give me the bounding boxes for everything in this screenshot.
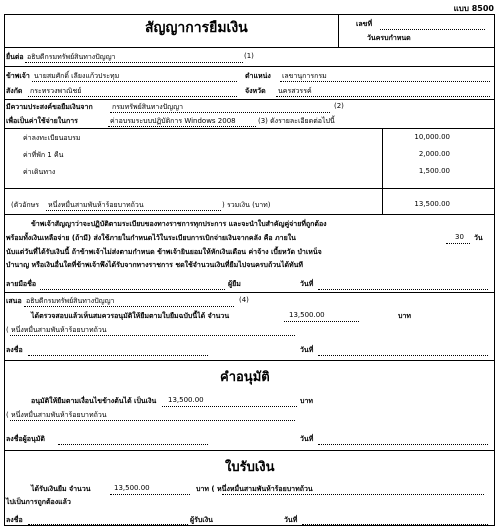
checked-words: ( หนึ่งหมื่นสามพันห้าร้อยบาทถ้วน: [6, 326, 107, 334]
item-label-1: ค่าลงทะเบียนอบรม: [23, 134, 81, 142]
propose-field[interactable]: [24, 306, 234, 307]
agreement-line-1: ข้าพเจ้าสัญญาว่าจะปฏิบัติตามระเบียบของทางราชการทุกประการ และจะนำใบสำคัญคู่จ่ายที่ถูกต้อง: [31, 220, 327, 228]
total-words-suffix: ) รวมเงิน (บาท): [222, 201, 271, 209]
receipt-words-field[interactable]: [222, 494, 484, 495]
borrower-date-field[interactable]: [318, 289, 488, 290]
marker-2: (2): [334, 102, 344, 110]
use-detail: (3) ดังรายละเอียดต่อไปนี้: [258, 117, 335, 125]
doc-no-label: เลขที่: [356, 20, 373, 28]
approve-baht: บาท: [300, 397, 313, 405]
header-divider: [338, 14, 339, 47]
dept-label: สังกัด: [6, 87, 23, 95]
me-field[interactable]: [32, 81, 237, 82]
agreement-line-2: พร้อมทั้งเงินเหลือจ่าย (ถ้ามี) ส่งใช้ภายในกำหนดไว้ในระเบียบการเบิกจ่ายเงินจากคลัง คือ ภายใน: [6, 234, 296, 242]
checked-words-field[interactable]: [10, 335, 295, 336]
name-value: อธิบดีกรมทรัพย์สินทางปัญญา: [27, 53, 116, 61]
approve-words-field[interactable]: [10, 420, 295, 421]
borrower-sign-label: ลายมือชื่อ: [6, 280, 37, 288]
item-label-2: ค่าที่พัก 1 คืน: [23, 151, 64, 159]
borrower-section-line: [4, 292, 495, 293]
position-value: เลขานุการกรม: [282, 72, 327, 80]
name-label: ยื่นต่อ: [6, 53, 24, 61]
form-code: แบบ 8500: [453, 4, 494, 13]
receipt-title: ใบรับเงิน: [225, 460, 275, 475]
item-amount-2: 2,000.00: [418, 150, 450, 158]
use-field[interactable]: [108, 126, 256, 127]
approval-section-line: [4, 450, 495, 451]
receiver-sign-label: ลงชื่อ: [6, 516, 23, 524]
total-words-field[interactable]: [46, 210, 221, 211]
days-unit: วัน: [474, 234, 483, 242]
borrower-label: ผู้ยืม: [228, 280, 241, 288]
checked-text: ได้ตรวจสอบแล้วเห็นสมควรอนุมัติให้ยืมตามใบยืมฉบับนี้ได้ จำนวน: [31, 312, 230, 320]
receiver-label: ผู้รับเงิน: [190, 516, 213, 524]
agreement-line-4: บำนาญ หรือเงินอื่นใดที่ข้าพเจ้าพึงได้รับจากทางราชการ ชดใช้จำนวนเงินที่ยืมไปจนครบถ้วนได้ทันที: [6, 261, 304, 269]
position-field[interactable]: [280, 81, 490, 82]
row-line-3: [4, 128, 495, 129]
agreement-line-3: นับแต่วันที่ได้รับเงินนี้ ถ้าข้าพเจ้าไม่ส่งตามกำหนด ข้าพเจ้ายินยอมให้หักเงินเดือน ค่าจ้าง เบี้ยหวัด บำเหน็จ: [6, 248, 322, 256]
use-value: ค่าอบรมระบบปฏิบัติการ Windows 2008: [110, 117, 236, 125]
days-field[interactable]: [446, 243, 470, 244]
marker-4: (4): [239, 296, 249, 304]
due-date-label: วันครบกำหนด: [367, 34, 411, 42]
checked-amount: 13,500.00: [289, 311, 325, 319]
checker-date-label: วันที่: [300, 346, 314, 354]
use-label: เพื่อเป็นค่าใช้จ่ายในการ: [6, 117, 78, 125]
total-amount: 13,500.00: [414, 200, 450, 208]
receiver-date-label: วันที่: [284, 516, 298, 524]
checked-baht: บาท: [398, 312, 411, 320]
receiver-sign-field[interactable]: [28, 524, 188, 525]
approver-date-field[interactable]: [318, 444, 488, 445]
province-value: นครสวรรค์: [278, 87, 312, 95]
approve-words: ( หนึ่งหมื่นสามพันห้าร้อยบาทถ้วน: [6, 411, 107, 419]
doc-no-field[interactable]: [380, 29, 485, 30]
approve-text: อนุมัติให้ยืมตามเงื่อนไขข้างต้นได้ เป็นเงิน: [31, 397, 157, 405]
total-words-value: หนึ่งหมื่นสามพันห้าร้อยบาทถ้วน: [48, 201, 144, 209]
propose-value: อธิบดีกรมทรัพย์สินทางปัญญา: [26, 297, 115, 305]
receipt-tail: ไปเป็นการถูกต้องแล้ว: [6, 498, 71, 506]
receipt-amount: 13,500.00: [114, 484, 150, 492]
receipt-words: บาท ( หนึ่งหมื่นสามพันห้าร้อยบาทถ้วน: [196, 485, 313, 493]
total-top-line: [4, 188, 495, 189]
province-field[interactable]: [276, 96, 490, 97]
propose-label: เสนอ: [6, 297, 22, 305]
approver-date-label: วันที่: [300, 435, 314, 443]
row-line-1: [4, 66, 495, 67]
approver-sign-field[interactable]: [58, 444, 208, 445]
row-line-2: [4, 99, 495, 100]
approver-sign-label: ลงชื่อผู้อนุมัติ: [6, 435, 45, 443]
checker-sign-field[interactable]: [28, 355, 208, 356]
form-title: สัญญาการยืมเงิน: [145, 20, 248, 36]
checker-date-field[interactable]: [318, 355, 488, 356]
receipt-amount-field[interactable]: [110, 494, 190, 495]
item-amount-3: 1,500.00: [418, 167, 450, 175]
purpose-label: มีความประสงค์ขอยืมเงินจาก: [6, 103, 93, 111]
dept-field[interactable]: [28, 96, 237, 97]
dept-value: กระทรวงพาณิชย์: [30, 87, 82, 95]
checker-sign-label: ลงชื่อ: [6, 346, 23, 354]
total-words-prefix: (ตัวอักษร: [11, 201, 40, 209]
me-value: นายสมศักดิ์ เลียงแก้วประทุม: [34, 72, 120, 80]
receipt-text: ได้รับเงินยืม จำนวน: [31, 485, 91, 493]
province-label: จังหวัด: [245, 87, 266, 95]
me-label: ข้าพเจ้า: [6, 72, 30, 80]
borrower-date-label: วันที่: [300, 280, 314, 288]
amount-column-divider: [382, 128, 383, 214]
checked-amount-field[interactable]: [284, 321, 359, 322]
header-line: [4, 47, 495, 48]
purpose-value: กรมทรัพย์สินทางปัญญา: [112, 103, 184, 111]
total-bottom-line: [4, 214, 495, 215]
proposal-section-line: [4, 360, 495, 361]
receiver-date-field[interactable]: [302, 524, 488, 525]
position-label: ตำแหน่ง: [245, 72, 271, 80]
days-value: 30: [455, 233, 464, 241]
item-amount-1: 10,000.00: [414, 133, 450, 141]
approve-amount-field[interactable]: [162, 406, 297, 407]
approval-title: คำอนุมัติ: [220, 370, 270, 385]
approve-amount: 13,500.00: [168, 396, 204, 404]
marker-1: (1): [244, 52, 254, 60]
name-field[interactable]: [25, 62, 243, 63]
borrower-sign-field[interactable]: [40, 289, 225, 290]
item-label-3: ค่าเดินทาง: [23, 168, 56, 176]
purpose-field[interactable]: [110, 112, 330, 113]
